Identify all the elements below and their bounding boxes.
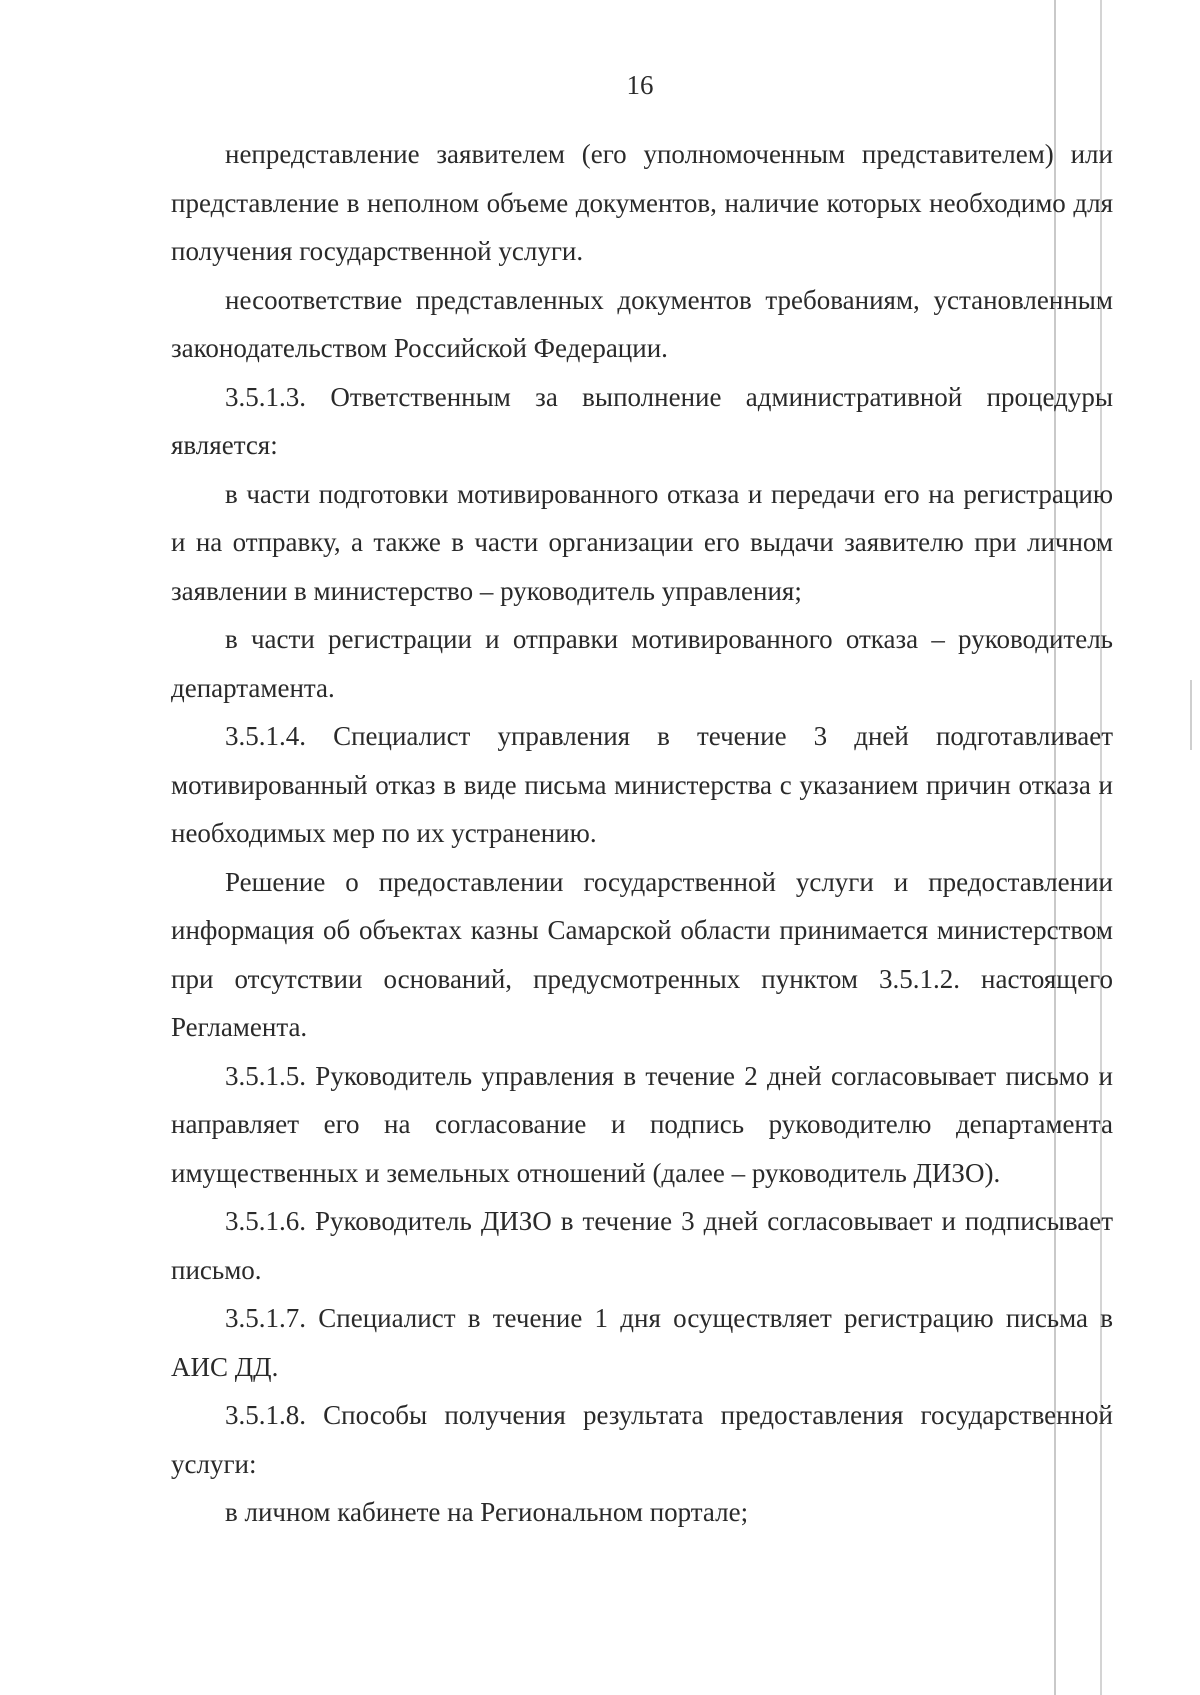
document-body — [171, 130, 1113, 1537]
paragraph: 3.5.1.4. Специалист управления в течение 3 дней подготавливает мотивированный отказ в виде письма министерства с указанием причин отказа и необходимых мер по их устранению. — [171, 721, 1113, 848]
paragraph: Решение о предоставлении государственной услуги и предоставлении информация об объектах казны Самарской области принимается министерством при отсутствии оснований, предусмотренных пунктом 3.5.1.2. настоящего Регламента. — [171, 866, 1113, 1042]
page-number: 16 — [626, 70, 654, 100]
paragraph: в части регистрации и отправки мотивированного отказа – руководитель департамента. — [171, 624, 1113, 703]
paragraph: в части подготовки мотивированного отказа и передачи его на регистрацию и на отправку, а также в части организации его выдачи заявителю при личном заявлении в министерство – руководитель управления; — [171, 478, 1113, 606]
paragraph: непредставление заявителем (его уполномоченным представителем) или представление в неполном объеме документов, наличие которых необходимо для получения государственной услуги. — [171, 139, 1113, 266]
paragraph: 3.5.1.5. Руководитель управления в течение 2 дней согласовывает письмо и направляет его на согласование и подпись руководителю департамента имущественных и земельных отношений (далее – руководитель ДИЗО). — [171, 1060, 1113, 1188]
paragraph: 3.5.1.6. Руководитель ДИЗО в течение 3 дней согласовывает и подписывает письмо. — [171, 1206, 1113, 1285]
paragraph: 3.5.1.7. Специалист в течение 1 дня осуществляет регистрацию письма в АИС ДД. — [171, 1303, 1113, 1382]
paragraph: 3.5.1.8. Способы получения результата предоставления государственной услуги: — [171, 1400, 1113, 1479]
paragraph: 3.5.1.3. Ответственным за выполнение административной процедуры является: — [171, 381, 1113, 460]
scan-artifact — [1190, 680, 1192, 750]
paragraph: в личном кабинете на Региональном портале; — [225, 1497, 749, 1527]
paragraph: несоответствие представленных документов требованиям, установленным законодательством Российской Федерации. — [171, 284, 1113, 363]
